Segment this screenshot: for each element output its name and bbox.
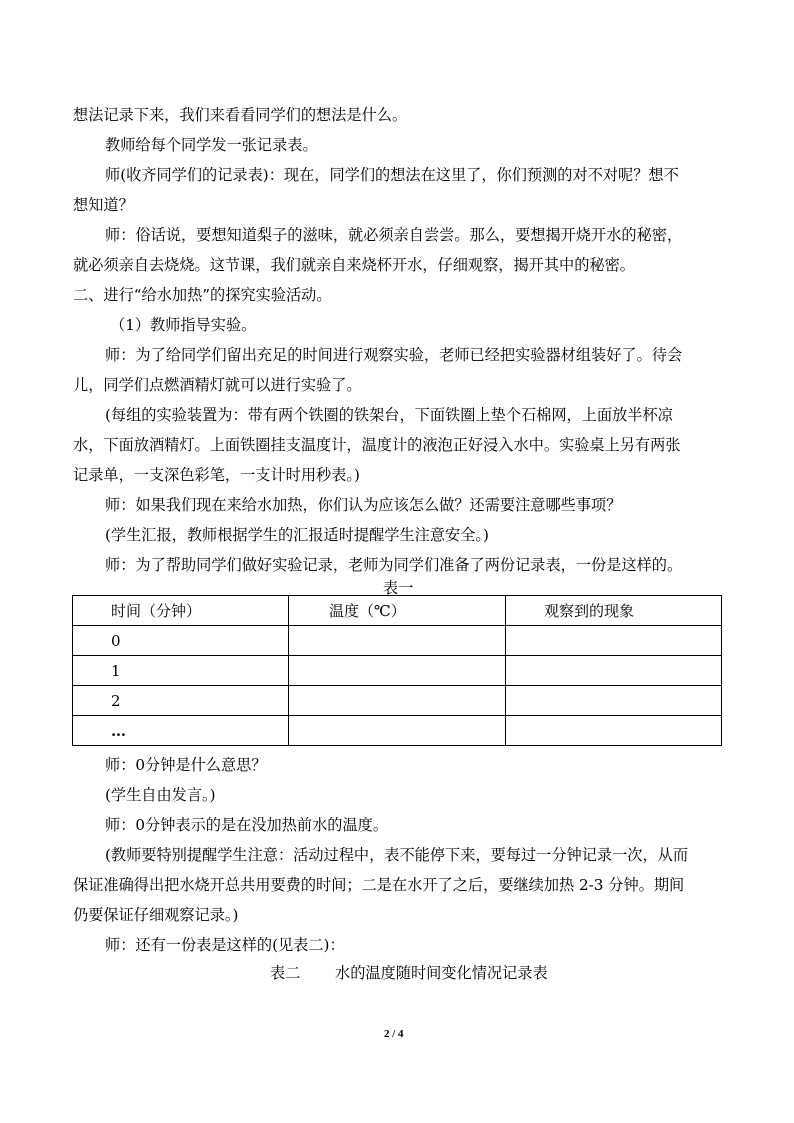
- table2-caption-title: 水的温度随时间变化情况记录表: [335, 964, 548, 982]
- paragraph-line: 师：如果我们现在来给水加热，你们认为应该怎么做？还需要注意哪些事项？: [105, 496, 622, 514]
- paragraph-line: 想法记录下来，我们来看看同学们的想法是什么。: [73, 106, 408, 124]
- paragraph-line: 师：俗话说，要想知道梨子的滋味，就必须亲自尝尝。那么，要想揭开烧开水的秘密，: [105, 226, 683, 244]
- table-cell: …: [73, 716, 289, 746]
- table-row: [73, 716, 722, 746]
- table2-caption-label: 表二: [270, 964, 301, 982]
- table-header-row: [73, 596, 722, 626]
- table-cell: [506, 716, 722, 746]
- paragraph-line: 师：为了帮助同学们做好实验记录，老师为同学们准备了两份记录表，一份是这样的。: [105, 556, 683, 574]
- table-cell: [289, 656, 506, 686]
- table-header-cell: 温度（℃）: [289, 596, 506, 626]
- table-header-cell: 观察到的现象: [506, 596, 722, 626]
- paragraph-line: (学生汇报，教师根据学生的汇报适时提醒学生注意安全。): [105, 526, 489, 544]
- paragraph-line: (每组的实验装置为：带有两个铁圈的铁架台，下面铁圈上垫个石棉网，上面放半杯凉: [105, 406, 673, 424]
- table-cell: [506, 686, 722, 716]
- page-number: 2 / 4: [384, 1028, 404, 1040]
- table-cell: [289, 716, 506, 746]
- paragraph-line: 想知道？: [73, 196, 134, 214]
- section-heading: 二、进行“给水加热”的探究实验活动。: [73, 286, 332, 304]
- table-cell: [506, 656, 722, 686]
- table-cell: 0: [73, 626, 289, 656]
- paragraph-line: 保证准确得出把水烧开总共用要费的时间；二是在水开了之后，要继续加热 2-3 分钟。期间: [73, 876, 685, 894]
- paragraph-line: 水，下面放酒精灯。上面铁圈挂支温度计，温度计的液泡正好浸入水中。实验桌上另有两张: [73, 436, 681, 454]
- table-cell: [506, 626, 722, 656]
- paragraph-line: 师(收齐同学们的记录表)：现在，同学们的想法在这里了，你们预测的对不对呢？想不: [105, 166, 679, 184]
- paragraph-line: (学生自由发言。): [105, 786, 216, 804]
- paragraph-line: 儿，同学们点燃酒精灯就可以进行实验了。: [73, 376, 362, 394]
- table-cell: [289, 626, 506, 656]
- table-cell: 1: [73, 656, 289, 686]
- paragraph-line: 仍要保证仔细观察记录。): [73, 906, 239, 924]
- table-row: [73, 626, 722, 656]
- paragraph-line: 就必须亲自去烧烧。这节课，我们就亲自来烧杯开水，仔细观察，揭开其中的秘密。: [73, 256, 635, 274]
- table-row: [73, 656, 722, 686]
- table-row: [73, 686, 722, 716]
- paragraph-line: 师：0分钟表示的是在没加热前水的温度。: [105, 816, 389, 834]
- paragraph-line: 师：还有一份表是这样的(见表二)：: [105, 936, 345, 954]
- paragraph-line: 师：0分钟是什么意思？: [105, 756, 267, 774]
- table-cell: [289, 686, 506, 716]
- record-table-1: [72, 595, 722, 746]
- paragraph-line: 教师给每个同学发一张记录表。: [105, 136, 318, 154]
- sub-heading: （1）教师指导实验。: [110, 316, 257, 334]
- table-cell: 2: [73, 686, 289, 716]
- paragraph-line: (教师要特别提醒学生注意：活动过程中，表不能停下来，要每过一分钟记录一次，从而: [105, 846, 689, 864]
- paragraph-line: 记录单，一支深色彩笔，一支计时用秒表。): [73, 466, 360, 484]
- paragraph-line: 师：为了给同学们留出充足的时间进行观察实验，老师已经把实验器材组装好了。待会: [105, 346, 683, 364]
- table1-caption: 表一: [383, 579, 414, 597]
- table-header-cell: 时间（分钟）: [73, 596, 289, 626]
